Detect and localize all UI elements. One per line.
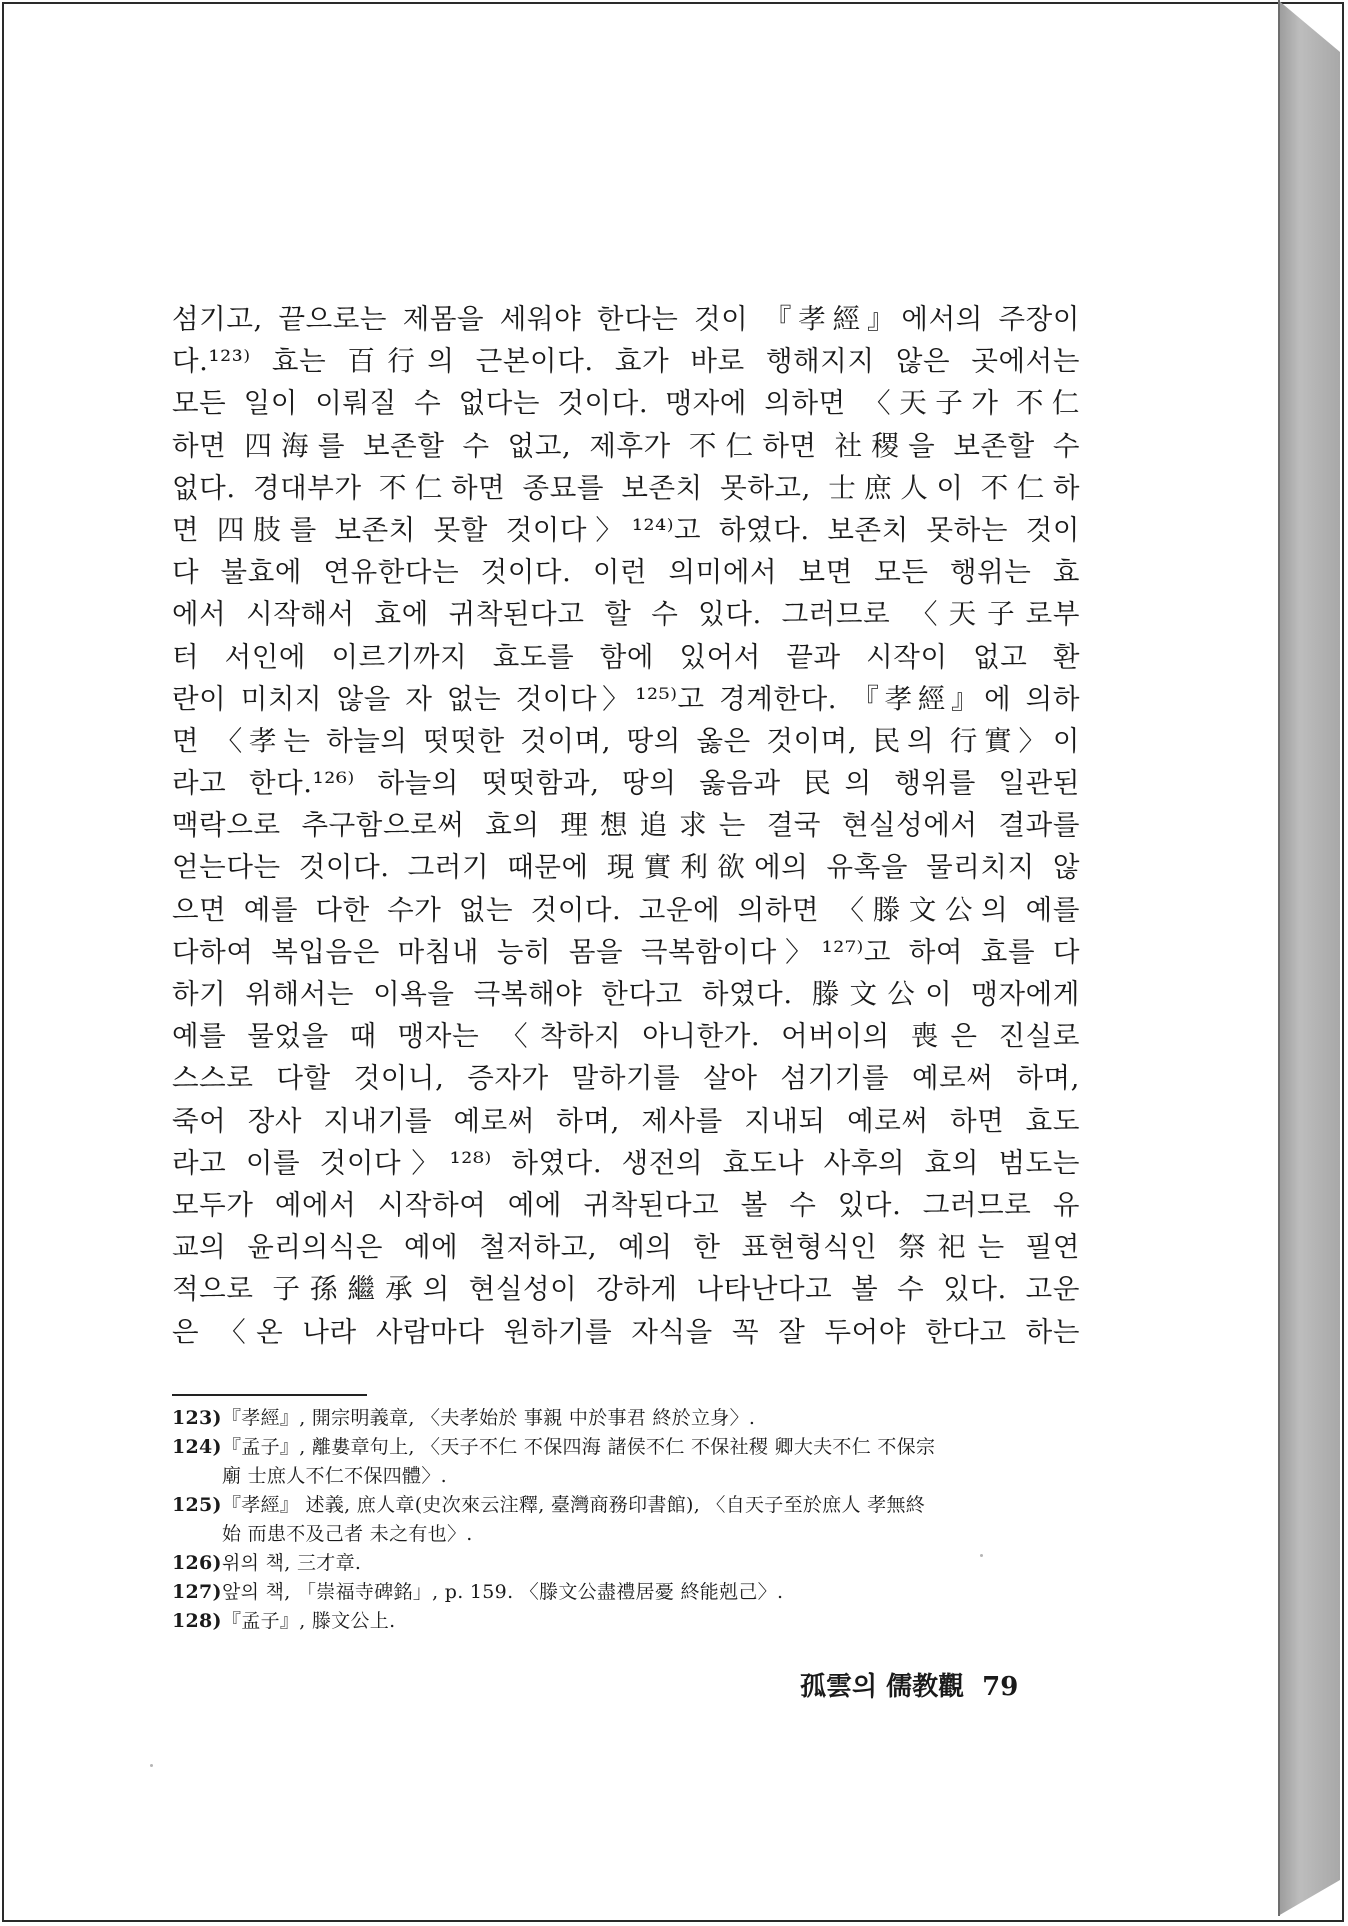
footnote-125-cont [172,1520,1080,1549]
text-line: 섬기고, 끝으로는 제몸을 세워야 한다는 것이 『孝經』에서의 주장이 [172,303,1080,335]
text-line: 예를 물었을 때 맹자는 〈착하지 아니한가. 어버이의 喪은 진실로 [172,1020,1080,1053]
text-line: 죽어 장사 지내기를 예로써 하며, 제사를 지내되 예로써 하면 효도 [172,1104,1080,1137]
footnote-126 [172,1549,1080,1578]
footnote-number: 124) [172,1436,222,1458]
footnote-text: 廟 士庶人不仁不保四體〉. [222,1465,447,1487]
footnote-text: 『孝經』 述義, 庶人章(史次來云注釋, 臺灣商務印書館), 〈自天子至於庶人 孝無終 [222,1494,926,1516]
footnote-123 [172,1404,1080,1433]
book-page [6,6,1284,1920]
page-edge-line [1278,0,1280,1916]
footnote-124 [172,1433,1080,1462]
text-line: 터 서인에 이르기까지 효도를 함에 있어서 끝과 시작이 없고 환 [172,640,1080,673]
text-line: 면 〈孝는 하늘의 떳떳한 것이며, 땅의 옳은 것이며, 民의 行實〉이 [172,724,1080,757]
text-line: 모두가 예에서 시작하여 예에 귀착된다고 볼 수 있다. 그러므로 유 [172,1188,1080,1221]
text-line: 스스로 다할 것이니, 증자가 말하기를 살아 섬기기를 예로써 하며, [172,1062,1080,1095]
text-line: 모든 일이 이뤄질 수 없다는 것이다. 맹자에 의하면 〈天子가 不仁 [172,387,1080,420]
footnote-text: 『孝經』, 開宗明義章, 〈夫孝始於 事親 中於事君 終於立身〉. [222,1407,756,1429]
text-line: 맥락으로 추구함으로써 효의 理想追求는 결국 현실성에서 결과를 [172,809,1080,842]
running-footer [800,1666,1050,1703]
text-line: 으면 예를 다한 수가 없는 것이다. 고운에 의하면 〈滕文公의 예를 [172,893,1080,926]
text-line: 다하여 복입음은 마침내 능히 몸을 극복함이다〉¹²⁷⁾고 하여 효를 다 [172,935,1080,968]
text-line: 라고 한다.¹²⁶⁾ 하늘의 떳떳함과, 땅의 옳음과 民의 행위를 일관된 [172,767,1080,800]
footnote-text: 『孟子』, 離婁章句上, 〈天子不仁 不保四海 諸侯不仁 不保社稷 卿大夫不仁 不保宗 [222,1436,936,1458]
text-line: 교의 윤리의식은 예에 철저하고, 예의 한 표현형식인 祭祀는 필연 [172,1231,1080,1264]
page-number: 79 [982,1672,1019,1702]
text-line: 에서 시작해서 효에 귀착된다고 할 수 있다. 그러므로 〈天子로부 [172,598,1080,631]
text-line: 하면 四海를 보존할 수 없고, 제후가 不仁하면 社稷을 보존할 수 [172,429,1080,462]
text-line: 다.¹²³⁾ 효는 百行의 근본이다. 효가 바로 행해지지 않은 곳에서는 [172,345,1080,378]
text-line: 면 四肢를 보존치 못할 것이다〉¹²⁴⁾고 하였다. 보존치 못하는 것이 [172,513,1080,546]
footnote-number: 128) [172,1610,222,1632]
scan-speck [980,1554,983,1557]
footnote-number: 125) [172,1494,222,1516]
text-line: 얻는다는 것이다. 그러기 때문에 現實利欲에의 유혹을 물리치지 않 [172,851,1080,884]
footnote-125 [172,1491,1080,1520]
page-edge [1278,0,1340,1916]
footnote-127 [172,1578,1080,1607]
text-line: 다 불효에 연유한다는 것이다. 이런 의미에서 보면 모든 행위는 효 [172,556,1080,589]
text-line: 은 〈온 나라 사람마다 원하기를 자식을 꼭 잘 두어야 한다고 하는 [172,1315,1080,1348]
footnote-text: 『孟子』, 滕文公上. [222,1610,396,1632]
footnote-number: 123) [172,1407,222,1429]
main-text [172,298,1080,1353]
text-line: 란이 미치지 않을 자 없는 것이다〉¹²⁵⁾고 경계한다. 『孝經』에 의하 [172,682,1080,715]
footnotes [172,1404,1080,1636]
text-line: 라고 이를 것이다〉¹²⁸⁾ 하였다. 생전의 효도나 사후의 효의 범도는 [172,1146,1080,1179]
text-line: 적으로 子孫繼承의 현실성이 강하게 나타난다고 볼 수 있다. 고운 [172,1273,1080,1306]
text-line: 하기 위해서는 이욕을 극복해야 한다고 하였다. 滕文公이 맹자에게 [172,978,1080,1010]
text-line: 없다. 경대부가 不仁하면 종묘를 보존치 못하고, 士庶人이 不仁하 [172,471,1080,504]
footnote-number: 127) [172,1581,222,1603]
footnote-text: 앞의 책, 「崇福寺碑銘」, p. 159. 〈滕文公盡禮居憂 終能剋己〉. [222,1581,784,1603]
footnote-text: 始 而患不及己者 未之有也〉. [222,1523,473,1545]
scan-speck [150,1764,153,1767]
footnote-text: 위의 책, 三才章. [222,1552,362,1574]
footnote-124-cont [172,1462,1080,1491]
footnote-128 [172,1607,1080,1636]
footnote-rule [172,1394,367,1396]
running-title: 孤雲의 儒教觀 [800,1672,965,1702]
footnote-number: 126) [172,1552,222,1574]
